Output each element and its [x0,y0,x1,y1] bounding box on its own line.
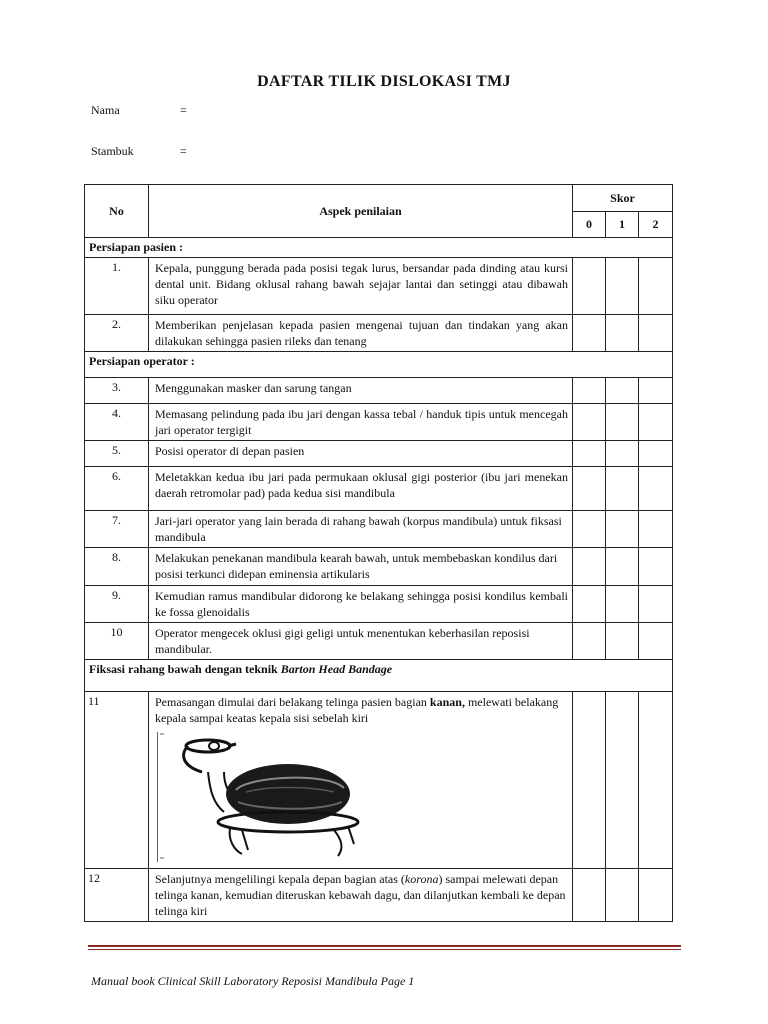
score-cell-2[interactable] [639,467,673,511]
row-number: 1. [85,258,149,315]
head-bandage-illustration [158,732,388,862]
score-cell-2[interactable] [639,378,673,404]
nama-separator: = [180,103,187,117]
score-cell-1[interactable] [606,378,639,404]
score-cell-2[interactable] [639,869,673,922]
checklist-table [84,184,673,922]
row-aspek: Kepala, punggung berada pada posisi tegak lurus, bersandar pada dinding atau kursi dental unit. Bidang oklusal rahang bawah sejajar lantai dan setinggi atau dibawah siku operator [149,258,573,315]
score-cell-0[interactable] [573,378,606,404]
row-aspek-bold: kanan, [429,695,465,709]
score-cell-1[interactable] [606,258,639,315]
page-footer: Manual book Clinical Skill Laboratory Reposisi Mandibula Page 1 [91,974,415,988]
header-score-1: 1 [606,212,639,238]
row-number: 6. [85,467,149,511]
table-row [85,441,673,467]
section-fiksasi-technique: Barton Head Bandage [280,662,393,676]
table-row [85,586,673,623]
score-cell-2[interactable] [639,441,673,467]
score-cell-2[interactable] [639,404,673,441]
table-row [85,404,673,441]
score-cell-2[interactable] [639,586,673,623]
stambuk-label: Stambuk [91,144,134,158]
score-cell-2[interactable] [639,511,673,548]
nama-label: Nama [91,103,120,117]
score-cell-0[interactable] [573,467,606,511]
row-aspek: Operator mengecek oklusi gigi geligi untuk menentukan keberhasilan reposisi mandibular. [149,623,573,660]
row-number: 12 [85,869,149,922]
score-cell-1[interactable] [606,623,639,660]
section-fiksasi-label: Fiksasi rahang bawah dengan teknik [89,662,281,676]
bandage-illustration [157,732,388,862]
score-cell-1[interactable] [606,467,639,511]
row-aspek-text-b: melewati belakang kepala sampai keatas kepala sisi sebelah kiri [155,695,559,725]
row-aspek [149,692,573,869]
score-cell-1[interactable] [606,586,639,623]
score-cell-0[interactable] [573,441,606,467]
row-number: 5. [85,441,149,467]
score-cell-2[interactable] [639,623,673,660]
stambuk-field [91,144,187,159]
header-aspek: Aspek penilaian [149,185,573,238]
row-aspek-text-a: Selanjutnya mengelilingi kepala depan bagian atas ( [155,872,405,886]
table-row [85,548,673,586]
row-aspek: Jari-jari operator yang lain berada di rahang bawah (korpus mandibula) untuk fiksasi mandibula [149,511,573,548]
section-persiapan-operator: Persiapan operator : [85,352,673,378]
row-number: 4. [85,404,149,441]
header-no: No [85,185,149,238]
table-row [85,869,673,922]
row-aspek: Posisi operator di depan pasien [149,441,573,467]
row-number: 3. [85,378,149,404]
score-cell-0[interactable] [573,869,606,922]
score-cell-0[interactable] [573,315,606,352]
score-cell-2[interactable] [639,548,673,586]
table-row [85,692,673,869]
header-skor: Skor [573,185,673,212]
row-aspek: Kemudian ramus mandibular didorong ke belakang sehingga posisi kondilus kembali ke fossa glenoidalis [149,586,573,623]
table-row [85,623,673,660]
score-cell-2[interactable] [639,258,673,315]
score-cell-1[interactable] [606,511,639,548]
row-aspek-text-a: Pemasangan dimulai dari belakang telinga pasien bagian [155,695,430,709]
score-cell-0[interactable] [573,692,606,869]
row-number: 10 [85,623,149,660]
score-cell-1[interactable] [606,548,639,586]
table-row [85,378,673,404]
row-aspek: Memasang pelindung pada ibu jari dengan kassa tebal / handuk tipis untuk mencegah jari operator tergigit [149,404,573,441]
score-cell-1[interactable] [606,404,639,441]
row-number: 11 [85,692,149,869]
row-number: 9. [85,586,149,623]
score-cell-2[interactable] [639,315,673,352]
score-cell-0[interactable] [573,258,606,315]
section-persiapan-pasien: Persiapan pasien : [85,238,673,258]
footer-divider-thin [88,949,681,950]
score-cell-1[interactable] [606,441,639,467]
header-score-0: 0 [573,212,606,238]
score-cell-0[interactable] [573,623,606,660]
score-cell-0[interactable] [573,586,606,623]
row-number: 8. [85,548,149,586]
table-row [85,315,673,352]
nama-field [91,103,187,118]
header-score-2: 2 [639,212,673,238]
stambuk-separator: = [180,144,187,158]
section-fiksasi [85,660,673,692]
footer-divider [88,945,681,947]
row-aspek-text-b: ) sampai melewati depan telinga kanan, kemudian diteruskan kebawah dagu, dan dilanjutkan kembali ke depan telinga kiri [155,872,566,918]
score-cell-0[interactable] [573,548,606,586]
score-cell-1[interactable] [606,692,639,869]
table-row [85,467,673,511]
score-cell-0[interactable] [573,511,606,548]
row-aspek-italic: korona [404,872,439,886]
score-cell-0[interactable] [573,404,606,441]
table-row [85,511,673,548]
row-aspek: Meletakkan kedua ibu jari pada permukaan oklusal gigi posterior (ibu jari menekan daerah retromolar pad) pada kedua sisi mandibula [149,467,573,511]
document-title: DAFTAR TILIK DISLOKASI TMJ [257,73,511,90]
row-number: 2. [85,315,149,352]
score-cell-2[interactable] [639,692,673,869]
row-aspek: Melakukan penekanan mandibula kearah bawah, untuk membebaskan kondilus dari posisi terkunci didepan eminensia artikularis [149,548,573,586]
score-cell-1[interactable] [606,869,639,922]
table-row [85,258,673,315]
score-cell-1[interactable] [606,315,639,352]
row-number: 7. [85,511,149,548]
row-aspek: Menggunakan masker dan sarung tangan [149,378,573,404]
row-aspek: Memberikan penjelasan kepada pasien mengenai tujuan dan tindakan yang akan dilakukan sehingga pasien rileks dan tenang [149,315,573,352]
row-aspek [149,869,573,922]
